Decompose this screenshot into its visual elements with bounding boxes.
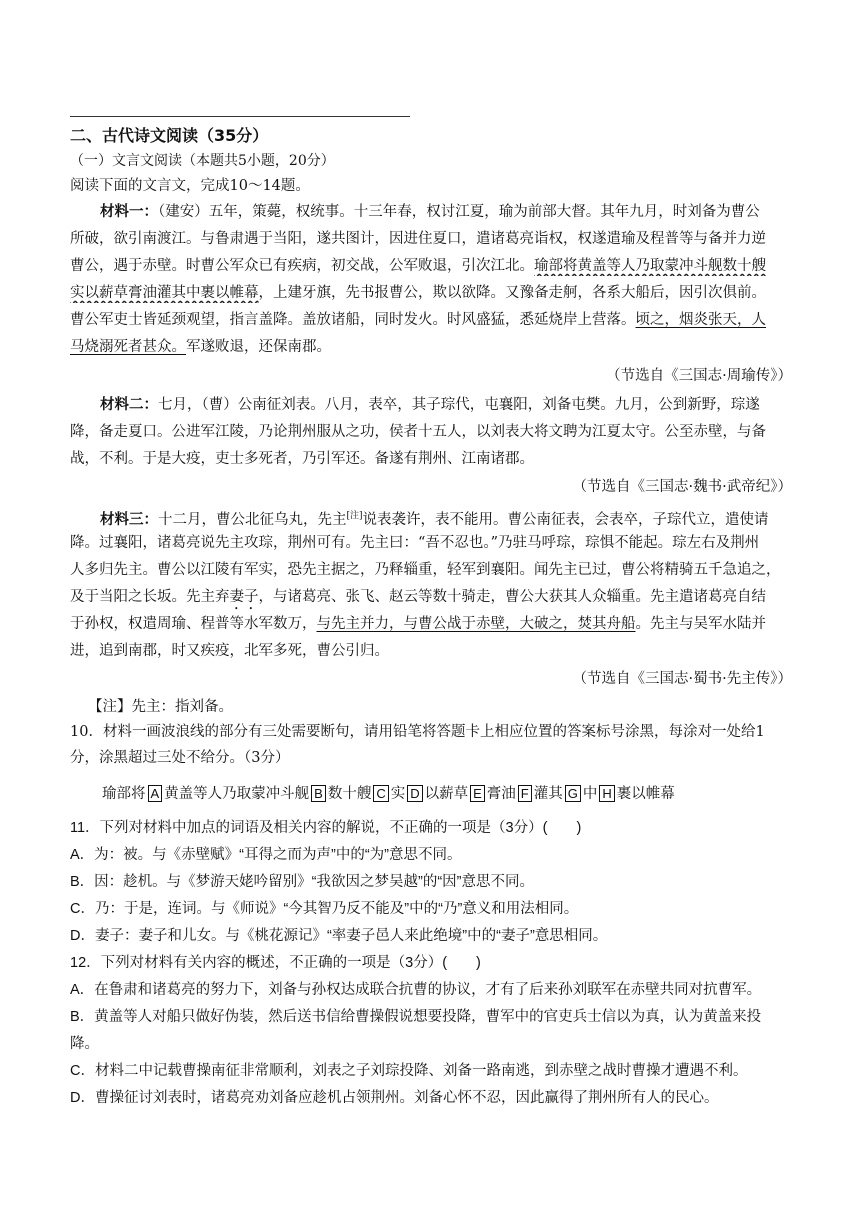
q12-option-c: C．材料二中记载曹操南征非常顺利，刘表之子刘琮投降、刘备一路南逃，到赤壁之战时曹操才遭遇不利。 [70, 1063, 748, 1079]
q12-option-a: A．在鲁肃和诸葛亮的努力下，刘备与孙权达成联合抗曹的协议，才有了后来孙刘联军在赤壁共同对抗曹军。 [70, 982, 762, 998]
q12-option-b-1: B．黄盖等人对船只做好伪装，然后送书信给曹操假说想要投降，曹军中的官吏兵士信以为真，认为黄盖来投 [70, 1009, 762, 1025]
m3-line-1: 材料三：十二月，曹公北征乌丸，先主[注]说表袭许，表不能用。曹公南征表，会表卒，子琮代立，遣使请 [100, 511, 769, 528]
wavy-segment-1: 瑜部将黄盖等人乃取蒙冲斗舰数十艘 [534, 258, 766, 274]
dotted-word-wife-children: 妻子 [229, 589, 259, 605]
m2-line-3: 战，不利。于是大疫，吏士多死者，乃引军还。备遂有荆州、江南诸郡。 [70, 451, 534, 467]
answer-box-a[interactable]: A [148, 785, 163, 802]
m1-line-4: 实以薪草膏油灌其中裹以帷幕，上建牙旗，先书报曹公，欺以欲降。又豫备走舸，各系大船后，因引次俱前。 [70, 285, 766, 301]
answer-box-c[interactable]: C [373, 785, 388, 802]
answer-box-e[interactable]: E [470, 785, 485, 802]
underline-segment-2: 马烧溺死者甚众。 [70, 339, 186, 355]
m3-line-6: 进，追到南郡，时又疾疫，北军多死，曹公引归。 [70, 643, 389, 659]
m1-line-1: 材料一：（建安）五年，策薨，权统事。十三年春，权讨江夏，瑜为前部大督。其年九月，时刘备为曹公 [100, 204, 760, 220]
m3-label: 材料三： [100, 511, 158, 528]
section-title: 二、古代诗文阅读（35分） [70, 126, 269, 145]
underline-segment-1: 顷之，烟炎张天，人 [635, 312, 766, 328]
m1-line-2: 所破，欲引南渡江。与鲁肃遇于当阳，遂共图计，因进住夏口，遣诸葛亮诣权，权遂遣瑜及程普等与备并力逆 [70, 231, 766, 247]
m3-line-4: 及于当阳之长坂。先主弃妻子，与诸葛亮、张飞、赵云等数十骑走，曹公大获其人众辎重。先主遣诸葛亮自结 [70, 589, 766, 605]
m1-line-5: 曹公军吏士皆延颈观望，指言盖降。盖放诸船，同时发火。时风盛猛，悉延烧岸上营落。顷之，烟炎张天，人 [70, 312, 766, 328]
q12-option-b-2: 降。 [70, 1036, 99, 1052]
q11-option-a: A．为：被。与《赤壁赋》“耳得之而为声”中的“为”意思不同。 [70, 847, 462, 863]
m3-line-5: 于孙权，权遣周瑜、程普等水军数万，与先主并力，与曹公战于赤壁，大破之，焚其舟船。先主与吴军水陆并 [70, 616, 766, 632]
m2-label: 材料二： [100, 397, 158, 413]
footnote: 【注】先主：指刘备。 [88, 699, 233, 715]
q12-stem: 12．下列对材料有关内容的概述，不正确的一项是（3分）( ) [70, 955, 481, 971]
q10-segment-row: 瑜部将 A 黄盖等人乃取蒙冲斗舰 B 数十艘 C 实 D 以薪草 E 膏油 F 灌其 G 中 H 裹以帷幕 [102, 786, 675, 802]
m2-line-2: 降，备走夏口。公进军江陵，乃论荆州服从之功，侯者十五人，以刘表大将文聘为江夏太守。公至赤壁，与备 [70, 424, 766, 440]
m3-line-3: 人多归先主。曹公以江陵有军实，恐先主据之，乃释辎重，轻军到襄阳。闻先主已过，曹公将精骑五千急追之， [70, 562, 781, 578]
m2-line-1: 材料二：七月，（曹）公南征刘表。八月，表卒，其子琮代，屯襄阳，刘备屯樊。九月，公到新野，琮遂 [100, 397, 760, 413]
q10-stem-1: 10．材料一画波浪线的部分有三处需要断句，请用铅笔将答题卡上相应位置的答案标号涂黑，每涂对一处给1 [70, 724, 765, 740]
q11-stem: 11．下列对材料中加点的词语及相关内容的解说，不正确的一项是（3分）( ) [70, 820, 582, 836]
m3-source: （节选自《三国志·蜀书·先主传》） [572, 671, 792, 687]
q10-stem-2: 分，涂黑超过三处不给分。（3分） [70, 750, 290, 766]
m1-source: （节选自《三国志·周瑜传》） [606, 368, 792, 384]
sub-title: （一）文言文阅读（本题共5小题，20分） [70, 153, 335, 169]
answer-box-h[interactable]: H [599, 785, 614, 802]
m1-line-3: 曹公，遇于赤壁。时曹公军众已有疾病，初交战，公军败退，引次江北。瑜部将黄盖等人乃取蒙冲斗舰数十艘 [70, 258, 766, 274]
wavy-segment-2: 实以薪草膏油灌其中裹以帷幕 [70, 285, 259, 301]
m2-source: （节选自《三国志·魏书·武帝纪》） [572, 479, 792, 495]
answer-box-d[interactable]: D [407, 785, 422, 802]
instruction: 阅读下面的文言文，完成10～14题。 [70, 178, 310, 194]
header-rule [70, 116, 410, 117]
underline-segment-3: 与先主并力，与曹公战于赤壁，大破之，焚其舟船 [316, 616, 636, 632]
q11-option-d: D．妻子：妻子和儿女。与《桃花源记》“率妻子邑人来此绝境”中的“妻子”意思相同。 [70, 928, 608, 944]
q11-option-c: C．乃：于是，连词。与《师说》“今其智乃反不能及”中的“乃”意义和用法相同。 [70, 901, 579, 917]
answer-box-g[interactable]: G [565, 785, 581, 802]
answer-box-f[interactable]: F [518, 785, 532, 802]
q11-option-b: B．因：趁机。与《梦游天姥吟留别》“我欲因之梦吴越”的“因”意思不同。 [70, 874, 534, 890]
answer-box-b[interactable]: B [311, 785, 326, 802]
m1-label: 材料一： [100, 204, 158, 220]
q12-option-d: D．曹操征讨刘表时，诸葛亮劝刘备应趁机占领荆州。刘备心怀不忍，因此赢得了荆州所有人的民心。 [70, 1090, 719, 1106]
m1-line-6: 马烧溺死者甚众。军遂败退，还保南郡。 [70, 339, 331, 355]
note-marker: [注] [346, 511, 363, 521]
m3-line-2: 降。过襄阳，诸葛亮说先主攻琮，荆州可有。先主曰：“吾不忍也。”乃驻马呼琮，琮惧不能起。琮左右及荆州 [70, 535, 760, 551]
